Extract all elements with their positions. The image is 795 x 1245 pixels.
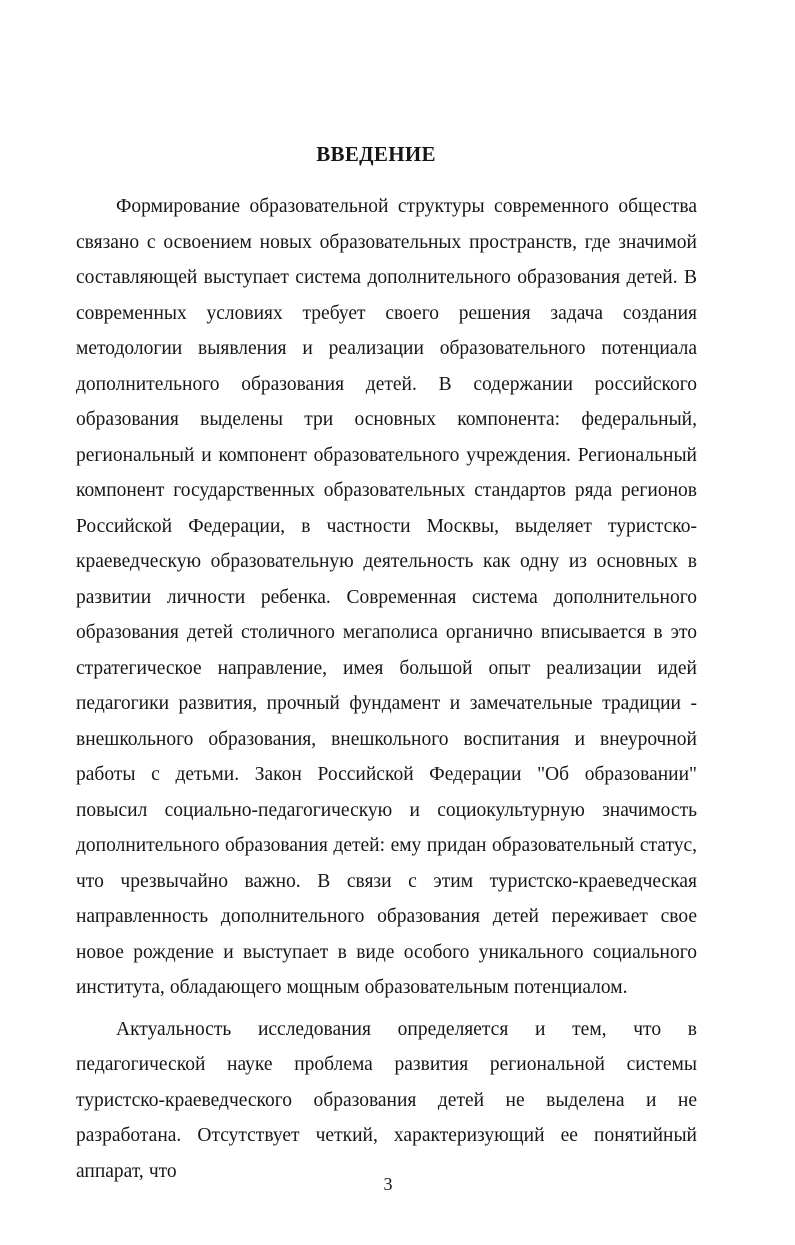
section-title: ВВЕДЕНИЕ [316,142,436,167]
paragraph-1: Формирование образовательной структуры современного общества связано с освоением новых образовательных пространств, где значимой составляющей выступает система дополнительного образования детей. В современных условиях требует своего решения задача создания методологии выявления и реализации образовательного потенциала дополнительного образования детей. В содержании российского образования выделены три основных компонента: федеральный, региональный и компонент образовательного учреждения. Региональный компонент государственных образовательных стандартов ряда регионов Российской Федерации, в частности Москвы, выделяет туристско-краеведческую образовательную деятельность как одну из основных в развитии личности ребенка. Современная система дополнительного образования детей столичного мегаполиса органично вписывается в это стратегическое направление, имея большой опыт реализации идей педагогики развития, прочный фундамент и замечательные традиции - внешкольного образования, внешкольного воспитания и внеурочной работы с детьми. Закон Российской Федерации "Об образовании" повысил социально-педагогическую и социокультурную значимость дополнительного образования детей: ему придан образовательный статус, что чрезвычайно важно. В связи с этим туристско-краеведческая направленность дополнительного образования детей переживает свое новое рождение и выступает в виде особого уникального социального института, обладающего мощным образовательным потенциалом. [76,196,697,998]
paragraph-2: Актуальность исследования определяется и тем, что в педагогической науке проблема развития региональной системы туристско-краеведческого образования детей не выделена и не разработана. Отсутствует четкий, характеризующий ее понятийный аппарат, что [76,1018,697,1182]
page-number: 3 [383,1174,393,1194]
body-text [76,189,697,1189]
